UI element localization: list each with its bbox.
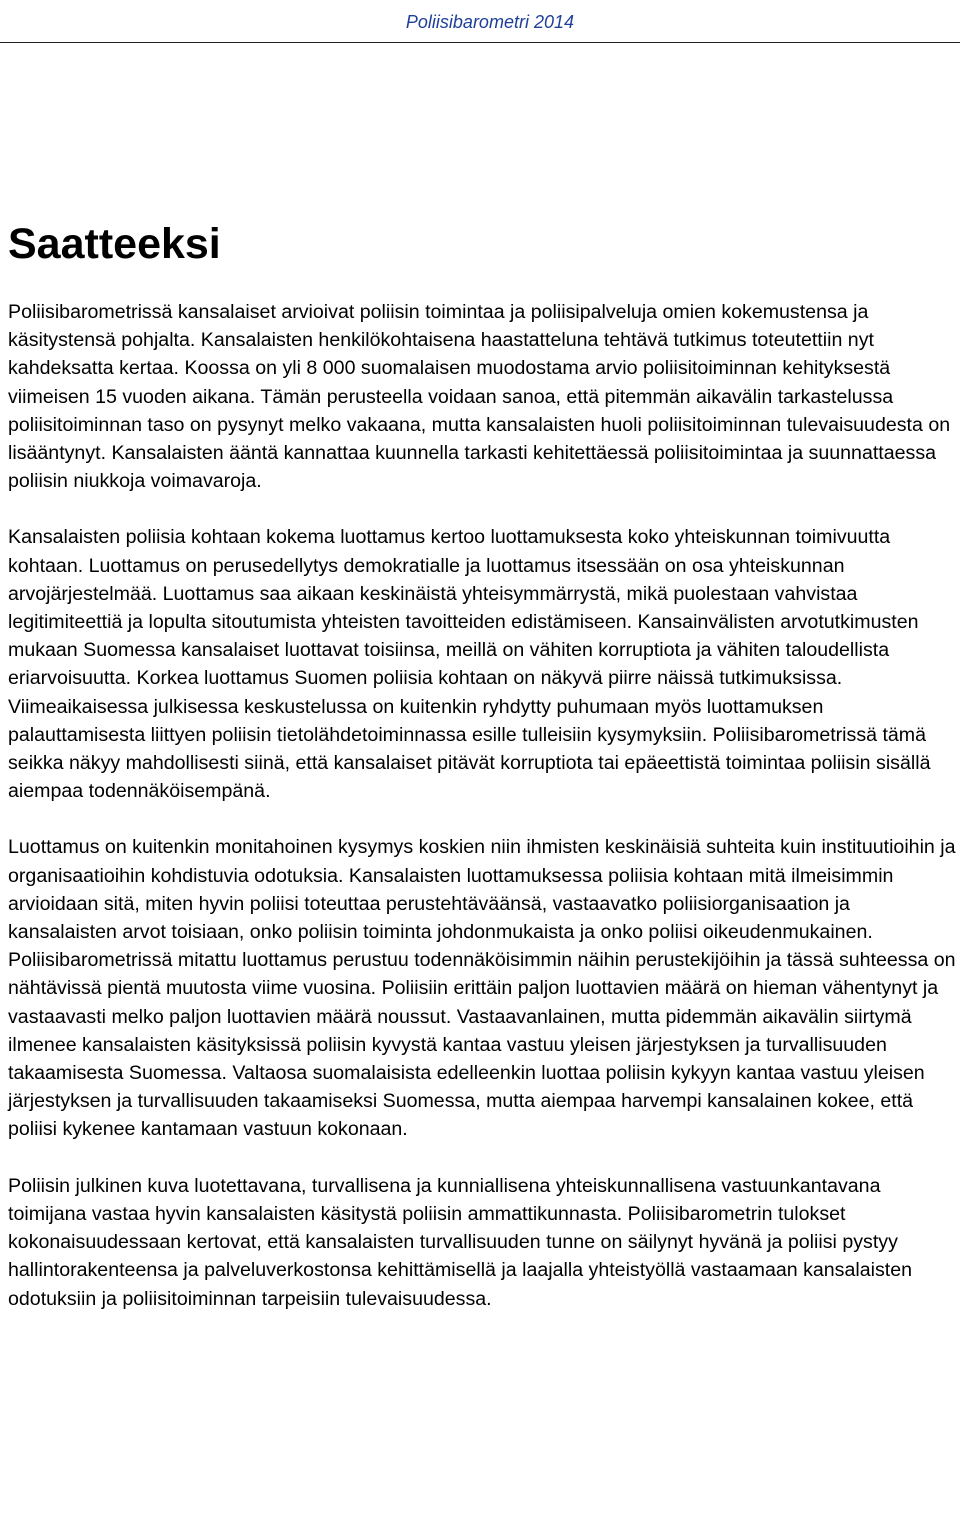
paragraph-3: Luottamus on kuitenkin monitahoinen kysymys koskien niin ihmisten keskinäisiä suhteita kuin instituutioihin ja organisaatioihin kohdistuvia odotuksia. Kansalaisten luottamuksessa poliisia kohtaan mitä ilmeisimmin arvioidaan sitä, miten hyvin poliisi toteuttaa perustehtäväänsä, vastaavatko poliisiorganisaation ja kansalaisten arvot toisiaan, onko poliisin toiminta johdonmukaista ja onko poliisi oikeudenmukainen. Poliisibarometrissä mitattu luottamus perustuu todennäköisimmin näihin perustekijöihin ja tässä suhteessa on nähtävissä pientä muutosta viime vuosina. Poliisiin erittäin paljon luottavien määrä on hieman vähentynyt ja vastaavasti melko paljon luottavien määrä noussut. Vastaavanlainen, mutta pidemmän aikavälin siirtymä ilmenee kansalaisten käsityksissä poliisin kyvystä kantaa vastuu yleisen järjestyksen ja turvallisuuden takaamisesta Suomessa. Valtaosa suomalaisista edelleenkin luottaa poliisin kykyyn kantaa vastuu yleisen järjestyksen ja turvallisuuden takaamiseksi Suomessa, mutta aiempaa harvempi kansalainen kokee, että poliisi kykenee kantamaan vastuun kokonaan. (8, 836, 956, 1141)
page-header (0, 0, 960, 46)
body-text (8, 298, 960, 1313)
header-divider (0, 42, 960, 43)
paragraph-1: Poliisibarometrissä kansalaiset arvioivat poliisin toimintaa ja poliisipalveluja omien kokemustensa ja käsitystensä pohjalta. Kansalaisten henkilökohtaisena haastatteluna tehtävä tutkimus toteutettiin nyt kahdeksatta kertaa. Koossa on yli 8 000 suomalaisen muodostama arvio poliisitoiminnan kehityksestä viimeisen 15 vuoden aikana. Tämän perusteella voidaan sanoa, että pitemmän aikavälin tarkastelussa poliisitoiminnan taso on pysynyt melko vakaana, mutta kansalaisten huoli poliisitoiminnan tulevaisuudesta on lisääntynyt. Kansalaisten ääntä kannattaa kuunnella tarkasti kehitettäessä poliisitoimintaa ja suunnattaessa poliisin niukkoja voimavaroja. (8, 301, 951, 493)
paragraph-2: Kansalaisten poliisia kohtaan kokema luottamus kertoo luottamuksesta koko yhteiskunnan toimivuutta kohtaan. Luottamus on perusedellytys demokratialle ja luottamus itsessään on osa yhteiskunnan arvojärjestelmää. Luottamus saa aikaan keskinäistä yhteisymmärrystä, mikä puolestaan vahvistaa legitimiteettiä ja lopulta sitoutumista yhteisten tavoitteiden edistämiseen. Kansainvälisten arvotutkimusten mukaan Suomessa kansalaiset luottavat toisiinsa, meillä on vähiten korruptiota ja vähiten taloudellista eriarvoisuutta. Korkea luottamus Suomen poliisia kohtaan on näkyvä piirre näissä tutkimuksissa. Viimeaikaisessa julkisessa keskustelussa on kuitenkin ryhdytty puhumaan myös luottamuksen palauttamisesta liittyen poliisin tietolähdetoiminnassa esille tulleisiin kysymyksiin. Poliisibarometrissä tämä seikka näkyy mahdollisesti siinä, että kansalaiset pitävät korruptiota tai epäeettistä toimintaa poliisin sisällä aiempaa todennäköisempänä. (8, 526, 931, 803)
running-header-title: Poliisibarometri 2014 (405, 12, 574, 32)
paragraph-4: Poliisin julkinen kuva luotettavana, turvallisena ja kunniallisena yhteiskunnallisena vastuunkantavana toimijana vastaa hyvin kansalaisten käsitystä poliisin ammattikunnasta. Poliisibarometrin tulokset kokonaisuudessaan kertovat, että kansalaisten turvallisuuden tunne on säilynyt hyvänä ja poliisi pystyy hallintorakenteensa ja palveluverkostonsa kehittämisellä ja laajalla yhteistyöllä vastaamaan kansalaisten odotuksiin ja poliisitoiminnan tarpeisiin tulevaisuudessa. (8, 1174, 913, 1310)
section-heading: Saatteeksi (8, 220, 221, 268)
